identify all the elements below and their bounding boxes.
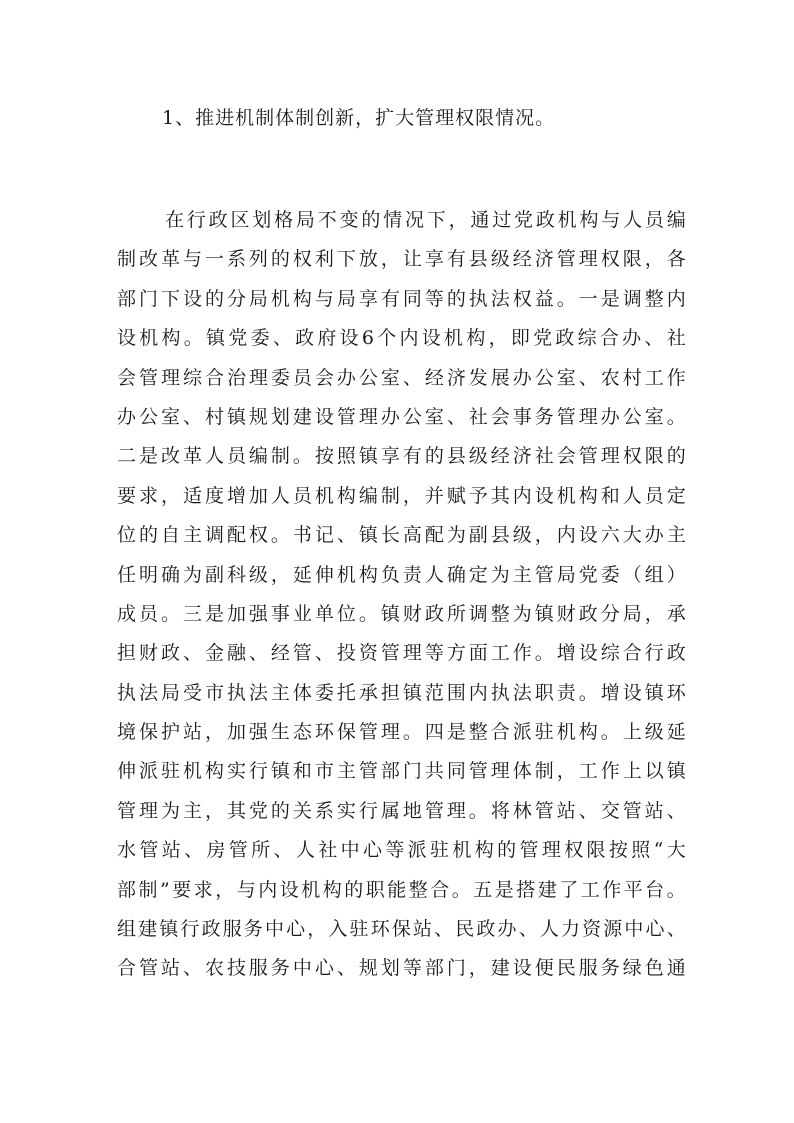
paragraph-line: 在行政区划格局不变的情况下，通过党政机构与人员编 [165,209,687,231]
paragraph-line: 会管理综合治理委员会办公室、经济发展办公室、农村工作 [117,366,687,389]
paragraph-line: 二是改革人员编制。按照镇享有的县级经济社会管理权限的 [117,445,687,468]
paragraph-line: 要求，适度增加人员机构编制，并赋予其内设机构和人员定 [117,484,687,507]
paragraph-line: 担财政、金融、经管、投资管理等方面工作。增设综合行政 [117,642,687,665]
paragraph-line: 管理为主，其党的关系实行属地管理。将林管站、交管站、 [117,799,687,822]
paragraph-line: 水管站、房管所、人社中心等派驻机构的管理权限按照“大 [117,839,687,862]
section-heading: 1、推进机制体制创新，扩大管理权限情况。 [162,107,556,129]
paragraph-line: 任明确为副科级，延伸机构负责人确定为主管局党委（组） [117,563,687,586]
paragraph-line: 制改革与一系列的权利下放，让享有县级经济管理权限，各 [117,248,687,271]
paragraph-line: 伸派驻机构实行镇和市主管部门共同管理体制，工作上以镇 [117,760,687,783]
paragraph-line: 位的自主调配权。书记、镇长高配为副县级，内设六大办主 [117,524,687,547]
paragraph-line: 合管站、农技服务中心、规划等部门，建设便民服务绿色通 [117,957,687,980]
paragraph-line: 组建镇行政服务中心，入驻环保站、民政办、人力资源中心、 [117,918,687,941]
paragraph-line: 境保护站，加强生态环保管理。四是整合派驻机构。上级延 [117,721,687,744]
paragraph-line: 设机构。镇党委、政府设6个内设机构，即党政综合办、社 [117,327,687,350]
paragraph-line: 执法局受市执法主体委托承担镇范围内执法职责。增设镇环 [117,681,687,704]
paragraph-line: 成员。三是加强事业单位。镇财政所调整为镇财政分局，承 [117,602,687,625]
body-paragraph [117,201,687,989]
paragraph-line: 部制”要求，与内设机构的职能整合。五是搭建了工作平台。 [117,878,687,901]
paragraph-line: 办公室、村镇规划建设管理办公室、社会事务管理办公室。 [117,405,687,428]
paragraph-line: 部门下设的分局机构与局享有同等的执法权益。一是调整内 [117,287,687,310]
